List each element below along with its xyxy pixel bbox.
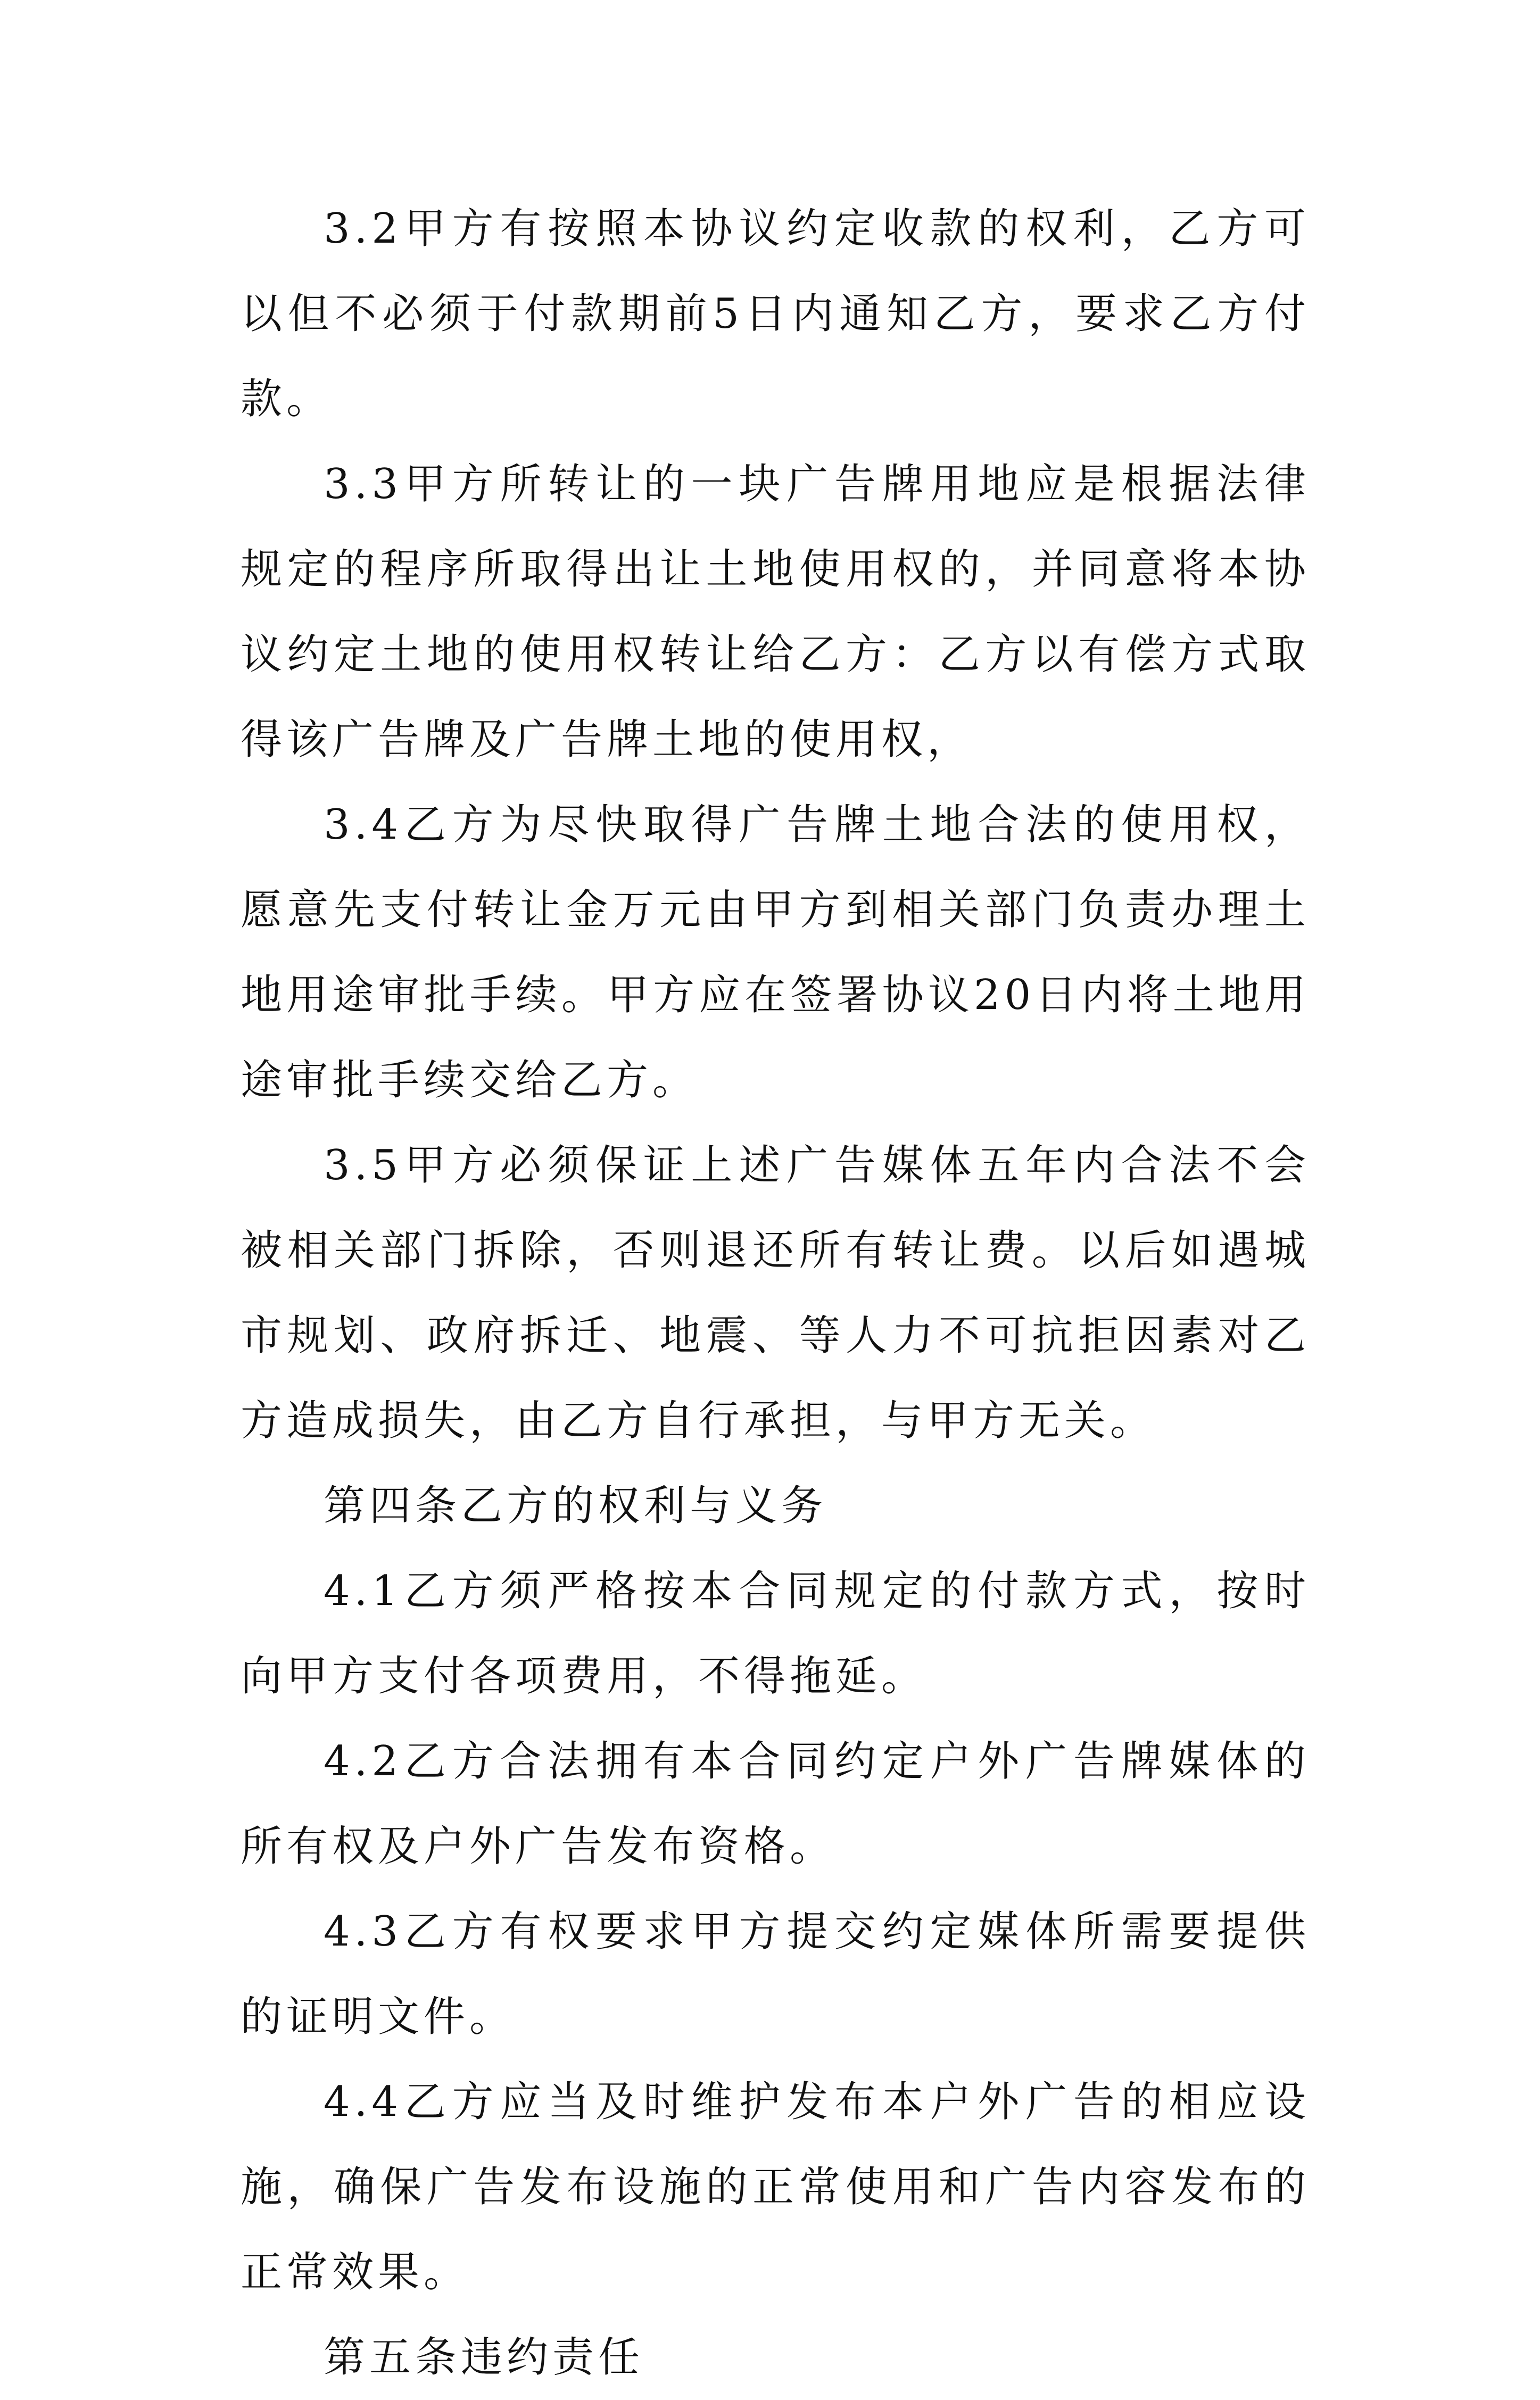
clause-3-5: 3.5甲方必须保证上述广告媒体五年内合法不会被相关部门拆除，否则退还所有转让费。以后如遇城市规划、政府拆迁、地震、等人力不可抗拒因素对乙方造成损失，由乙方自行承担，与甲方无关。 (241, 1141, 1310, 1445)
clause-3-4: 3.4乙方为尽快取得广告牌土地合法的使用权，愿意先支付转让金万元由甲方到相关部门负责办理土地用途审批手续。甲方应在签署协议20日内将土地用途审批手续交给乙方。 (241, 801, 1310, 1104)
section-heading-article-5: 第五条违约责任 (324, 2333, 644, 2381)
clause-4-1: 4.1乙方须严格按本合同规定的付款方式，按时向甲方支付各项费用，不得拖延。 (241, 1567, 1310, 1700)
document-body (241, 186, 1310, 2400)
clause-4-2: 4.2乙方合法拥有本合同约定户外广告牌媒体的所有权及户外广告发布资格。 (241, 1737, 1310, 1871)
clause-3-3: 3.3甲方所转让的一块广告牌用地应是根据法律规定的程序所取得出让土地使用权的，并同意将本协议约定土地的使用权转让给乙方：乙方以有偿方式取得该广告牌及广告牌土地的使用权， (241, 460, 1310, 764)
clause-4-3: 4.3乙方有权要求甲方提交约定媒体所需要提供的证明文件。 (241, 1908, 1310, 2041)
clause-4-4: 4.4乙方应当及时维护发布本户外广告的相应设施，确保广告发布设施的正常使用和广告内容发布的正常效果。 (241, 2078, 1310, 2296)
clause-3-2: 3.2甲方有按照本协议约定收款的权利，乙方可以但不必须于付款期前5日内通知乙方，要求乙方付款。 (241, 205, 1310, 423)
section-heading-article-4: 第四条乙方的权利与义务 (324, 1482, 827, 1530)
